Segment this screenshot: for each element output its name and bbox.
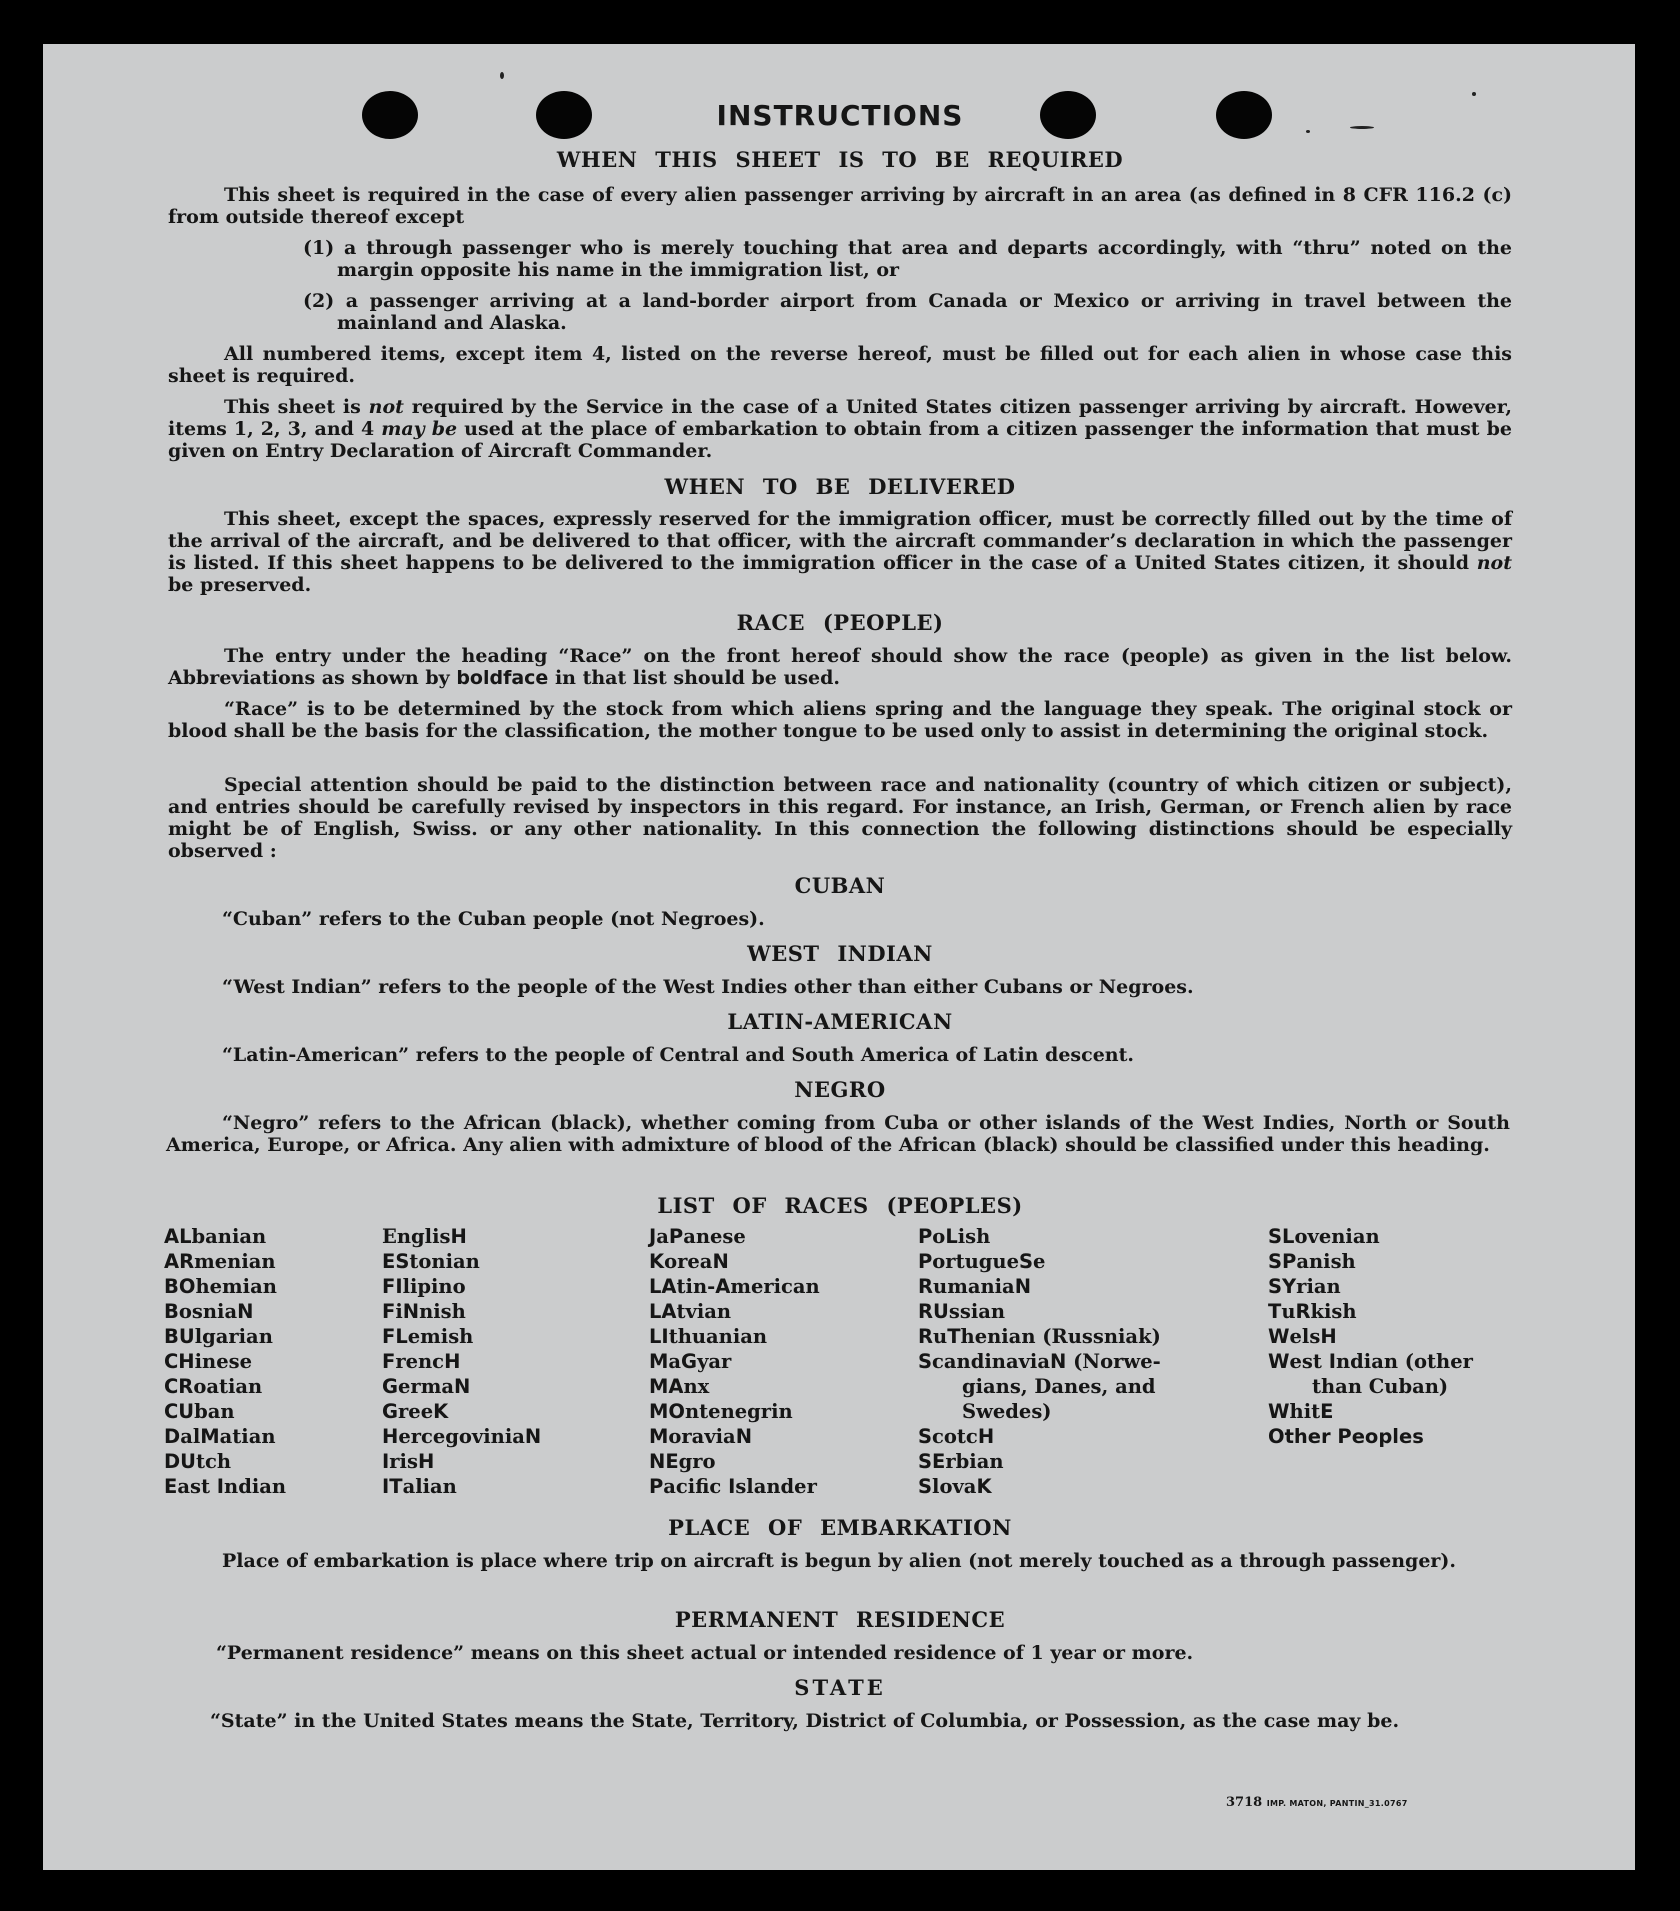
race-entry [918,1324,1161,1349]
race-text: tch [196,1450,232,1473]
race-text: tin- [676,1275,716,1298]
race-abbrev: G [382,1400,399,1423]
race-abbrev: AL [164,1225,192,1248]
race-entry [1268,1324,1473,1349]
race-text: ris [389,1450,418,1473]
race-abbrev: T [947,1325,961,1348]
race-abbrev: R [918,1275,934,1298]
race-text: menian [194,1250,276,1273]
race-column-3 [649,1224,820,1499]
race-entry [918,1399,1161,1424]
race-abbrev: SL [1268,1225,1295,1248]
race-text: tonian [409,1250,480,1273]
race-text: lova [932,1475,977,1498]
race-text: ortugue [932,1250,1019,1273]
race-abbrev: S [918,1425,933,1448]
race-abbrev: J [649,1225,657,1248]
race-column-2 [382,1224,541,1499]
race-text: ndian (other [1335,1350,1473,1373]
race-abbrev: P [649,1475,664,1498]
race-entry [649,1474,820,1499]
race-entry [1268,1274,1473,1299]
race-column-5 [1268,1224,1473,1449]
race-abbrev: M [649,1350,669,1373]
race-entry [1268,1374,1473,1399]
race-entry [164,1224,286,1249]
race-entry [382,1399,541,1424]
race-abbrev: LA [649,1275,677,1298]
race-abbrev: MO [649,1400,685,1423]
race-abbrev: I [216,1475,225,1498]
race-text: u [1281,1300,1296,1323]
race-entry [649,1274,820,1299]
race-entry [918,1224,1161,1249]
exception-item-1: (1) a through passenger who is merely touching that area and departs accordingly, with “thru” noted on the margin opposite his name in the immigration list, or [303,237,1512,281]
race-text: lgarian [194,1325,273,1348]
race-abbrev: S [918,1350,933,1373]
speck [500,72,504,79]
race-text: Englis [382,1225,451,1248]
heading-race: RACE (PEOPLE) [736,610,944,635]
race-text: a [656,1225,669,1248]
race-text: rian [1296,1275,1341,1298]
race-text: merican [730,1275,820,1298]
race-text: inese [194,1350,253,1373]
race-entry [164,1399,286,1424]
heading-negro: NEGRO [794,1077,886,1102]
race-text: al [180,1425,201,1448]
race-entry [382,1274,541,1299]
race-abbrev: W [1268,1350,1290,1373]
race-abbrev: AR [164,1250,195,1273]
race-text: than Cuban) [1312,1375,1449,1398]
race-abbrev: H [444,1350,461,1373]
race-text: banian [191,1225,267,1248]
race-entry [1268,1424,1473,1449]
race-abbrev: M [649,1425,669,1448]
race-abbrev: R [918,1325,934,1348]
race-abbrev: S [918,1475,933,1498]
race-abbrev: RU [918,1300,949,1323]
race-text: els [1289,1325,1321,1348]
race-entry [918,1449,1161,1474]
race-text: o [932,1225,946,1248]
paragraph-required: This sheet is required in the case of every alien passenger arriving by aircraft in an area (as defined in 8 CFR 116.2 (c) from outside thereof except [168,184,1512,228]
race-text: nish [419,1300,466,1323]
race-text: i [395,1300,403,1323]
race-entry [164,1374,286,1399]
heading-latin-american: LATIN-AMERICAN [727,1009,953,1034]
race-abbrev: S [1018,1250,1034,1273]
race-text: tvian [676,1300,732,1323]
race-entry [918,1274,1161,1299]
race-abbrev: P [668,1225,684,1248]
race-text: thuanian [668,1325,768,1348]
race-abbrev: N [712,1250,729,1273]
race-abbrev: T [1268,1300,1282,1323]
race-text: rbian [945,1450,1004,1473]
paragraph-delivered: This sheet, except the spaces, expressly reserved for the immigration officer, must be correctly filled out by the time of the arrival of the aircraft, and be delivered to that officer, with the aircraft commander’s declaration in which the passenger is listed. If this sheet happens to be delivered to the immigration officer in the case of a United States citizen, it should not be preserved. [168,508,1512,596]
race-abbrev: I [1328,1350,1336,1373]
race-text: ban [194,1400,235,1423]
heading-when-delivered: WHEN TO BE DELIVERED [664,474,1016,499]
race-text: orea [664,1250,713,1273]
race-abbrev: CH [164,1350,195,1373]
race-abbrev: R [1295,1300,1311,1323]
race-column-1 [164,1224,286,1499]
race-entry [164,1249,286,1274]
race-abbrev: N [735,1425,753,1448]
heading-state: STATE [794,1675,886,1700]
paragraph-negro: “Negro” refers to the African (black), whether coming from Cuba or other islands of the West Indies, North or South America, Europe, or Africa. Any alien with admixture of blood of the African (black) should be classified under this heading. [166,1112,1510,1156]
race-abbrev: F [382,1350,396,1373]
paragraph-latin-american: “Latin-American” refers to the people of Central and South America of Latin descent. [222,1044,1134,1066]
race-abbrev: G [382,1375,399,1398]
race-text: erma [398,1375,454,1398]
race-text: u [933,1325,948,1348]
race-entry [1268,1299,1473,1324]
race-text: candinavia [932,1350,1050,1373]
race-entry [649,1324,820,1349]
paragraph-place-of-embarkation: Place of embarkation is place where trip on aircraft is begun by alien (not merely touched as a through passenger). [222,1550,1457,1572]
race-entry [649,1349,820,1374]
race-abbrev: E [1320,1400,1334,1423]
race-entry [918,1249,1161,1274]
race-text: ast [177,1475,217,1498]
page-title: INSTRUCTIONS [716,99,964,132]
race-abbrev: D [164,1425,181,1448]
paragraph-cuban: “Cuban” refers to the Cuban people (not Negroes). [222,908,765,930]
race-abbrev: NE [649,1450,679,1473]
race-abbrev: N [524,1425,542,1448]
race-abbrev: SE [918,1450,946,1473]
race-abbrev: FI [382,1275,403,1298]
race-abbrev: N [1014,1275,1032,1298]
race-entry [164,1274,286,1299]
race-text: henian (Russniak) [960,1325,1161,1348]
paragraph-race-entry: The entry under the heading “Race” on the front hereof should show the race (people) as given in the list below. Abbreviations as shown by boldface in that list should be used. [168,645,1512,689]
heading-permanent-residence: PERMANENT RESIDENCE [674,1607,1006,1632]
race-text: hit [1289,1400,1321,1423]
race-entry [382,1224,541,1249]
race-entry [164,1424,286,1449]
paragraph-race-stock: “Race” is to be determined by the stock from which aliens spring and the language they speak. The original stock or blood shall be the basis for the classification, the mother tongue to be used only to assist in determining the original stock. [168,698,1512,742]
race-text: emish [407,1325,474,1348]
race-column-4 [918,1224,1161,1499]
race-text: a [668,1350,682,1373]
race-abbrev: P [918,1250,933,1273]
race-text: (Norwe- [1066,1350,1161,1373]
race-text: oravia [668,1425,736,1448]
race-text: yar [697,1350,732,1373]
race-entry [1268,1224,1473,1249]
race-text: ish [957,1225,991,1248]
race-text: nx [683,1375,710,1398]
race-entry [164,1349,286,1374]
race-abbrev: K [649,1250,665,1273]
race-abbrev: K [976,1475,992,1498]
race-text: ntenegrin [684,1400,793,1423]
race-entry [1268,1249,1473,1274]
race-entry [918,1474,1161,1499]
race-entry [918,1374,1161,1399]
race-entry [382,1424,541,1449]
race-text: anish [1296,1250,1356,1273]
race-entry [164,1449,286,1474]
heading-when-required: WHEN THIS SHEET IS TO BE REQUIRED [556,147,1124,172]
race-abbrev: Other Peoples [1268,1425,1424,1448]
paragraph-permanent-residence: “Permanent residence” means on this sheet actual or intended residence of 1 year or more. [216,1642,1194,1664]
race-abbrev: F [382,1300,396,1323]
race-entry [649,1224,820,1249]
race-entry [918,1299,1161,1324]
race-text: atian [219,1425,276,1448]
race-text: e [1033,1250,1046,1273]
race-abbrev: H [1320,1325,1337,1348]
race-text: umania [933,1275,1015,1298]
race-abbrev: SP [1268,1250,1297,1273]
race-text: gro [678,1450,716,1473]
race-entry [649,1399,820,1424]
race-entry [164,1474,286,1499]
speck [1472,92,1476,96]
race-abbrev: P [918,1225,933,1248]
race-abbrev: K [433,1400,449,1423]
race-entry [382,1299,541,1324]
race-text: anese [683,1225,746,1248]
race-text: kish [1310,1300,1357,1323]
race-entry [382,1349,541,1374]
race-entry [649,1424,820,1449]
race-abbrev: LI [649,1325,669,1348]
race-abbrev: MA [649,1375,684,1398]
race-entry [1268,1399,1473,1424]
race-abbrev: N [237,1300,254,1323]
race-entry [649,1374,820,1399]
race-text: alian [402,1475,457,1498]
race-entry [382,1449,541,1474]
race-text: cotc [932,1425,978,1448]
race-abbrev: B [164,1300,179,1323]
heading-place-of-embarkation: PLACE OF EMBARKATION [668,1515,1012,1540]
heading-west-indian: WEST INDIAN [747,941,933,966]
race-abbrev: BU [164,1325,195,1348]
race-abbrev: LA [649,1300,677,1323]
race-abbrev: L [945,1225,958,1248]
race-entry [164,1324,286,1349]
race-entry [918,1349,1161,1374]
race-entry [382,1324,541,1349]
race-text: osnia [178,1300,238,1323]
exception-item-2: (2) a passenger arriving at a land-border airport from Canada or Mexico or arriving in travel between the mainland and Alaska. [303,290,1512,334]
race-abbrev: A [715,1275,731,1298]
race-abbrev: I [728,1475,736,1498]
heading-cuban: CUBAN [794,873,886,898]
race-abbrev: BO [164,1275,196,1298]
race-entry [649,1449,820,1474]
race-text: Swedes) [962,1400,1052,1423]
race-text: hemian [195,1275,277,1298]
race-abbrev: E [164,1475,178,1498]
race-entry [649,1299,820,1324]
race-abbrev: H [417,1450,435,1473]
race-text: gians, Danes, and [962,1375,1156,1398]
race-text: ovenian [1294,1225,1380,1248]
race-abbrev: CU [164,1400,195,1423]
race-abbrev: H [450,1225,467,1248]
race-abbrev: I [382,1450,390,1473]
race-abbrev: H [977,1425,995,1448]
race-abbrev: FL [382,1325,408,1348]
paragraph-citizen: This sheet is not required by the Service in the case of a United States citizen passenger arriving by aircraft. However, items 1, 2, 3, and 4 may be used at the place of embarkation to obtain from a citizen passenger the information that must be given on Entry Declaration of Aircraft Commander. [168,396,1513,462]
race-entry [1268,1349,1473,1374]
race-abbrev: N [402,1300,420,1323]
paragraph-state: “State” in the United States means the State, Territory, District of Columbia, or Possession, as the case may be. [210,1710,1400,1732]
race-abbrev: W [1268,1400,1290,1423]
race-text: ndian [224,1475,287,1498]
paragraph-race-nationality: Special attention should be paid to the distinction between race and nationality (country of which citizen or subject), and entries should be carefully revised by inspectors in this regard. For instance, an Irish, German, or French alien by race might be of English, Swiss. or any other nationality. In this connection the following distinctions should be especially observed : [168,774,1512,862]
race-entry [649,1249,820,1274]
race-text: ercegovinia [398,1425,525,1448]
race-abbrev: W [1268,1325,1290,1348]
race-text: ssian [948,1300,1006,1323]
race-text: lipino [402,1275,466,1298]
race-abbrev: IT [382,1475,403,1498]
race-text: slander [735,1475,817,1498]
race-abbrev: N [1049,1350,1067,1373]
race-entry [382,1474,541,1499]
race-text: ree [398,1400,434,1423]
race-text: oatian [193,1375,263,1398]
race-text: est [1289,1350,1329,1373]
race-abbrev: H [382,1425,399,1448]
race-abbrev: ES [382,1250,410,1273]
paragraph-west-indian: “West Indian” refers to the people of the West Indies other than either Cubans or Negroes. [222,976,1194,998]
paragraph-numbered-items: All numbered items, except item 4, listed on the reverse hereof, must be filled out for each alien in whose case this sheet is required. [168,343,1512,387]
printer-imprint [1226,1795,1408,1810]
race-abbrev: CR [164,1375,194,1398]
race-text: acific [663,1475,729,1498]
race-abbrev: G [681,1350,698,1373]
race-entry [382,1249,541,1274]
race-entry [918,1424,1161,1449]
race-abbrev: M [200,1425,220,1448]
race-entry [382,1374,541,1399]
race-abbrev: N [453,1375,471,1398]
printer-name: IMP. MATON, PANTIN_31.0767 [1266,1799,1408,1808]
heading-list-of-races: LIST OF RACES (PEOPLES) [657,1193,1023,1218]
form-number: 3718 [1226,1795,1263,1810]
race-text: renc [395,1350,445,1373]
race-abbrev: SY [1268,1275,1297,1298]
race-entry [164,1299,286,1324]
race-abbrev: DU [164,1450,197,1473]
